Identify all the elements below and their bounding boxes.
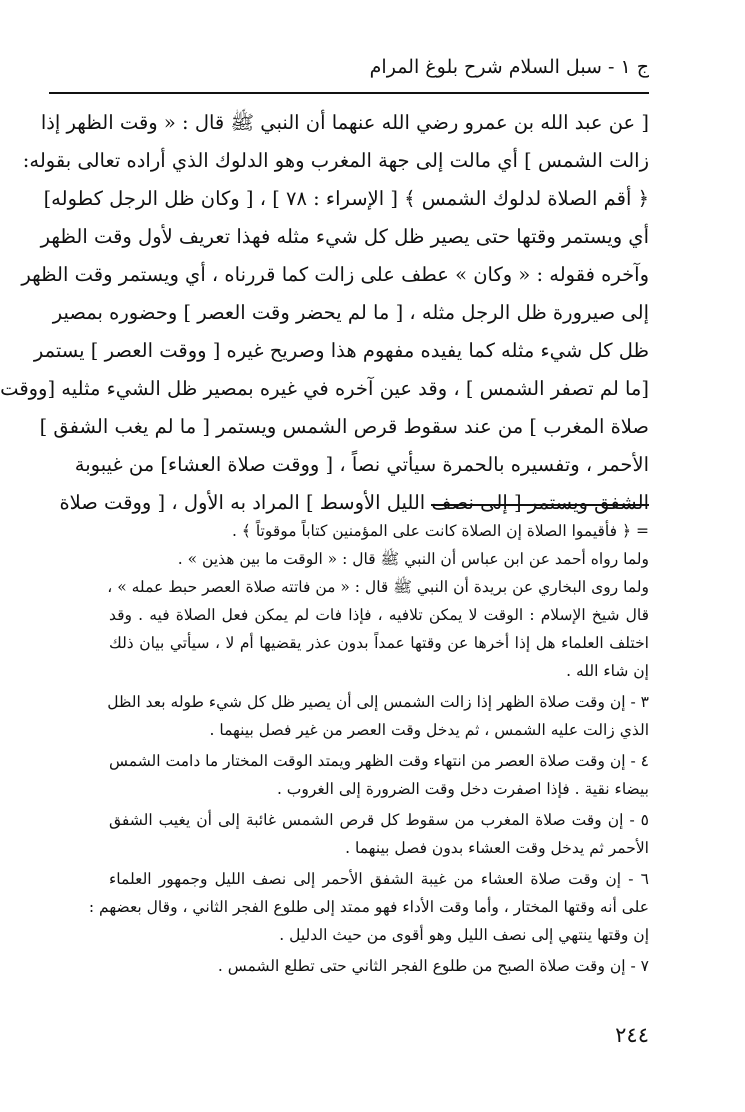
- footnote-line: = ﴿ فأقيموا الصلاة إن الصلاة كانت على المؤمنين كتاباً موقوتاً ﴾ .: [231, 522, 649, 540]
- footnote-line: الذي زالت عليه الشمس ، ثم يدخل وقت العصر من غير فصل بينهما .: [209, 721, 649, 739]
- footnote-line: بيضاء نقية . فإذا اصفرت دخل وقت الضرورة إلى الغروب .: [276, 780, 649, 798]
- main-text-line: [ عن عبد الله بن عمرو رضي الله عنهما أن النبي ﷺ قال : « وقت الظهر إذا: [40, 111, 649, 134]
- footnote-line: ولما روى البخاري عن بريدة أن النبي ﷺ قال : « من فاتته صلاة العصر حبط عمله » ،: [107, 578, 649, 596]
- footnote-line: اختلف العلماء هل إذا أخرها عن وقتها عمداً بدون عذر يقضيها أم لا ، سيأتي بيان ذلك: [109, 634, 649, 652]
- footnote-line: إن شاء الله .: [566, 662, 649, 680]
- footnote-line: الأحمر ثم يدخل وقت العشاء بدون فصل بينهما .: [345, 839, 649, 857]
- main-text-line: ظل كل شيء مثله كما يفيده مفهوم هذا وصريح غيره [ ووقت العصر ] يستمر: [33, 339, 649, 362]
- footnote-line: ولما رواه أحمد عن ابن عباس أن النبي ﷺ قال : « الوقت ما بين هذين » .: [177, 550, 649, 568]
- main-text-line: إلى صيرورة ظل الرجل مثله ، [ ما لم يحضر وقت العصر ] وحضوره بمصير: [52, 301, 649, 324]
- footnote-line: ٤ - إن وقت صلاة العصر من انتهاء وقت الظهر ويمتد الوقت المختار ما دامت الشمس: [109, 752, 649, 770]
- footnote-line: ٧ - إن وقت صلاة الصبح من طلوع الفجر الثاني حتى تطلع الشمس .: [217, 957, 649, 975]
- footnote-line: قال شيخ الإسلام : الوقت لا يمكن تلافيه ، فإذا فات لم يمكن فعل الصلاة فيه . وقد: [109, 606, 649, 624]
- main-text-line: [ما لم تصفر الشمس ] ، وقد عين آخره في غيره بمصير ظل الشيء مثليه [ووقت: [0, 377, 649, 400]
- footnote-line: ٣ - إن وقت صلاة الظهر إذا زالت الشمس إلى أن يصير ظل كل شيء طوله بعد الظل: [107, 693, 649, 711]
- main-text-line: الشفق ويستمر [ إلى نصف الليل الأوسط ] المراد به الأول ، [ ووقت صلاة: [59, 491, 649, 514]
- footnotes-block: [88, 517, 649, 980]
- main-text-line: أي ويستمر وقتها حتى يصير ظل كل شيء مثله فهذا تعريف لأول وقت الظهر: [40, 225, 649, 248]
- footnote-separator: [431, 504, 649, 506]
- header-divider: [49, 92, 649, 94]
- footnote-line: ٥ - إن وقت صلاة المغرب من سقوط كل قرص الشمس غائبة إلى أن يغيب الشفق: [109, 811, 649, 829]
- footnote-line: على أنه وقتها المختار ، وأما وقت الأداء فهو ممتد إلى طلوع الفجر الثاني ، وقال بعضهم :: [88, 898, 649, 916]
- page-number: ٢٤٤: [615, 1023, 649, 1047]
- main-text-line: زالت الشمس ] أي مالت إلى جهة المغرب وهو الدلوك الذي أراده تعالى بقوله:: [22, 149, 649, 172]
- main-text-line: الأحمر ، وتفسيره بالحمرة سيأتي نصاً ، [ ووقت صلاة العشاء] من غيبوبة: [74, 453, 649, 476]
- main-text-line: وآخره فقوله : « وكان » عطف على زالت كما قررناه ، أي ويستمر وقت الظهر: [21, 263, 649, 286]
- main-text-line: صلاة المغرب ] من عند سقوط قرص الشمس ويستمر [ ما لم يغب الشفق ]: [39, 415, 649, 438]
- footnote-line: ٦ - إن وقت صلاة العشاء من غيبة الشفق الأحمر إلى نصف الليل وجمهور العلماء: [109, 870, 649, 888]
- main-text-line: ﴿ أقم الصلاة لدلوك الشمس ﴾ [ الإسراء : ٧٨ ] ، [ وكان ظل الرجل كطوله]: [43, 187, 649, 210]
- footnote-line: إن وقتها ينتهي إلى نصف الليل وهو أقوى من حيث الدليل .: [279, 926, 649, 944]
- running-header: ج ١ - سبل السلام شرح بلوغ المرام: [369, 56, 649, 78]
- main-text-block: [0, 104, 649, 522]
